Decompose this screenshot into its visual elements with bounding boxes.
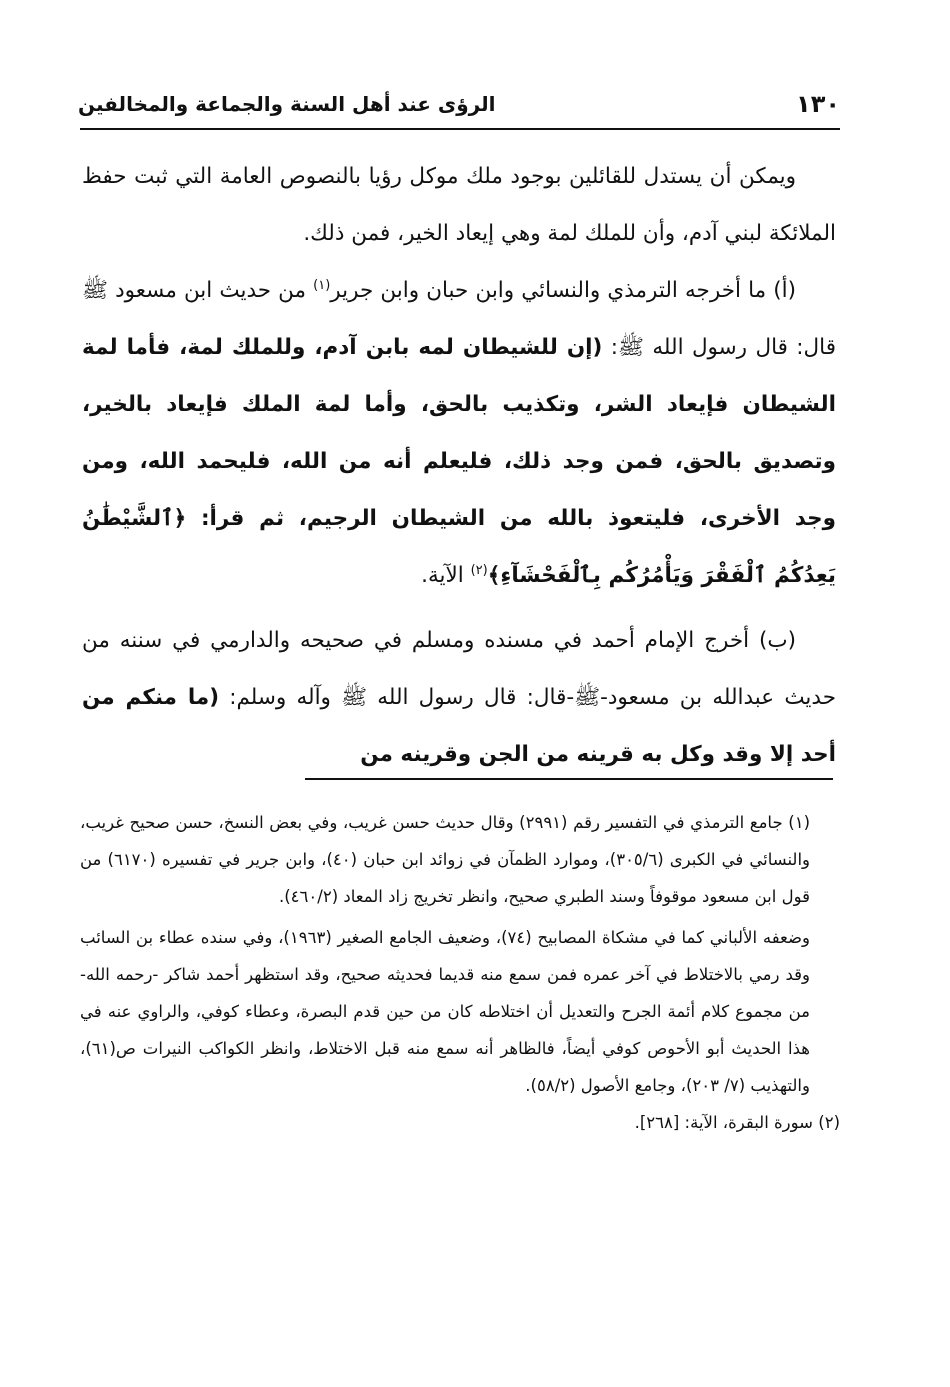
main-text [82, 148, 836, 783]
footnote-rule [305, 778, 833, 780]
footnote-1-part-1: (١) جامع الترمذي في التفسير رقم (٢٩٩١) وقال حديث حسن غريب، وفي بعض النسخ، حسن صحيح غريب، والنسائي في الكبرى (٣٠٥/٦)، وموارد الظمآن في زوائد ابن حبان (٤٠)، وابن جرير في تفسيره (٦١٧٠) من قول ابن مسعود موقوفاً وسند الطبري صحيح، وانظر تخريج زاد المعاد (٤٦٠/٢). [80, 813, 811, 906]
page-header [78, 88, 840, 126]
hadith-text-2: (ما منكم من أحد إلا وقد وكل به قرينه من الجن وقرينه من [82, 685, 836, 767]
paragraph-3 [82, 612, 836, 783]
hadith-text-1: (إن للشيطان لمه بابن آدم، وللملك لمة، فأما لمة الشيطان فإيعاد الشر، وتكذيب بالحق، وأما لمة الملك فإيعاد بالخير، وتصديق بالحق، فمن وجد ذلك، فليعلم أنه من الله، فليحمد الله، ومن وجد الأخرى، فليتعوذ بالله من الشيطان الرجيم، ثم قرأ: ﴿ٱلشَّيْطَٰنُ يَعِدُكُمُ ٱلْفَقْرَ وَيَأْمُرُكُم بِٱلْفَحْشَآءِ﴾ [82, 335, 836, 588]
running-title: الرؤى عند أهل السنة والجماعة والمخالفين [78, 92, 496, 116]
footnote-1-part-2: وضعفه الألباني كما في مشكاة المصابيح (٧٤)، وضعيف الجامع الصغير (١٩٦٣)، وفي سنده عطاء بن السائب وقد رمي بالاختلاط في آخر عمره فمن سمع منه قديما فحديثه صحيح، وقد استظهر أحمد شاكر -رحمه الله- من مجموع كلام أئمة الجرح والتعديل أن اختلاطه كان من حين قدم البصرة، وعطاء كوفي، والراوي عنه في هذا الحديث أبو الأحوص كوفي أيضاً، فالظاهر أنه سمع منه قبل الاختلاط، وانظر الكواكب النيرات ص(٦١)، والتهذيب (٧/ ٢٠٣)، وجامع الأصول (٥٨/٢). [80, 928, 810, 1095]
footnote-ref-1[interactable]: (١) [313, 277, 331, 293]
page-number: ١٣٠ [796, 90, 840, 118]
paragraph-2-intro: (أ) ما أخرجه الترمذي والنسائي وابن حبان وابن جرير [330, 278, 796, 303]
paragraph-3-intro: (ب) أخرج الإمام أحمد في مسنده ومسلم في صحيحه والدارمي في سننه من حديث عبدالله بن مسعود-ﷺ-قال: قال رسول الله ﷺ وآله وسلم: [82, 628, 836, 710]
paragraph-2-mid: من حديث ابن مسعود ﷺ قال: قال رسول الله ﷺ: [82, 278, 836, 360]
header-rule [80, 128, 840, 130]
paragraph-1: ويمكن أن يستدل للقائلين بوجود ملك موكل رؤيا بالنصوص العامة التي ثبت حفظ الملائكة لبني آدم، وأن للملك لمة وهي إيعاد الخير، فمن ذلك. [82, 164, 836, 246]
footnotes [80, 804, 840, 1141]
footnote-2: (٢) سورة البقرة، الآية: [٢٦٨]. [634, 1113, 840, 1132]
footnote-ref-2[interactable]: (٢) [470, 562, 488, 578]
paragraph-2 [82, 262, 836, 604]
paragraph-2-end: الآية. [421, 563, 471, 588]
